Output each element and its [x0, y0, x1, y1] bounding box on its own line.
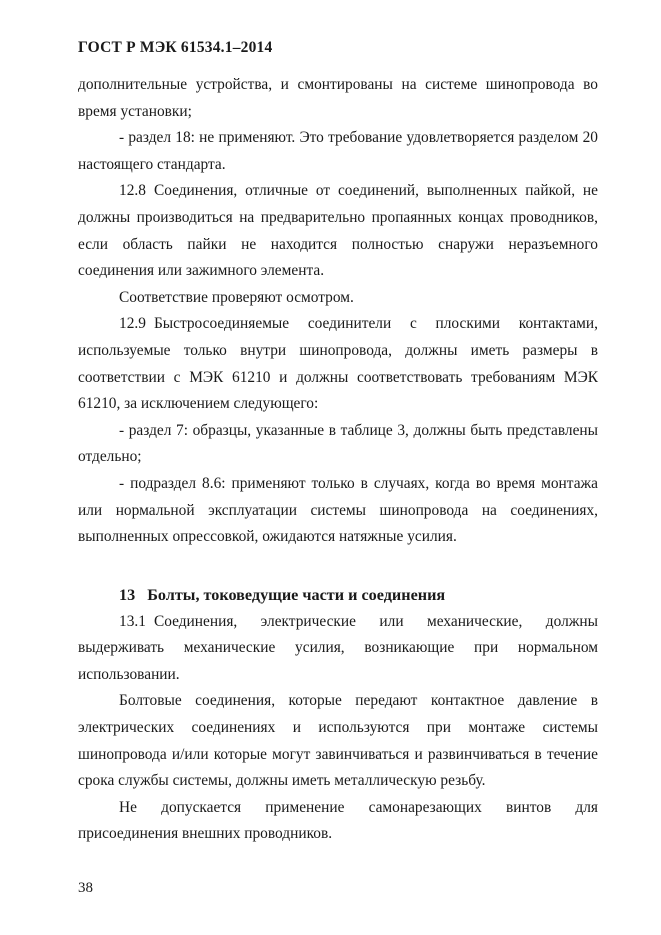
clause-text: Быстросоединяемые соединители с плоскими контактами, используемые только внутри шинопровода, должны иметь размеры в соответствии с МЭК 61210 и должны соответствовать требованиям МЭК 61210, за исключением следующего:	[78, 315, 598, 413]
page-number: 38	[78, 880, 93, 896]
clause-number: 13.1	[119, 612, 146, 630]
paragraph-12-8	[78, 178, 598, 284]
clause-number: 12.9	[119, 315, 146, 333]
document-header: ГОСТ Р МЭК 61534.1–2014	[78, 39, 273, 56]
paragraph-section-18: - раздел 18: не применяют. Это требование удовлетворяется разделом 20 настоящего стандарта.	[78, 129, 598, 173]
paragraph-subsection-8-6: - подраздел 8.6: применяют только в случаях, когда во время монтажа или нормальной эксплуатации системы шинопровода на соединениях, выполненных опрессовкой, ожидаются натяжные усилия.	[78, 474, 598, 546]
paragraph-self-tapping-screws: Не допускается применение самонарезающих винтов для присоединения внешних проводников.	[78, 798, 598, 843]
paragraph-13-1	[78, 609, 598, 689]
section-heading	[78, 581, 598, 609]
clause-number: 12.8	[119, 182, 146, 200]
section-number: 13	[119, 585, 136, 604]
paragraph-section-7: - раздел 7: образцы, указанные в таблице 3, должны быть представлены отдельно;	[78, 421, 598, 466]
paragraph-12-9	[78, 311, 598, 417]
document-body	[78, 72, 598, 848]
section-title: Болты, токоведущие части и соединения	[147, 585, 446, 604]
paragraph-bolted-connections: Болтовые соединения, которые передают контактное давление в электрических соединениях и используются при монтаже системы шинопровода и/или которые могут завинчиваться и развинчиваться в течение срока службы системы, должны иметь металлическую резьбу.	[78, 692, 598, 790]
clause-text: Соединения, отличные от соединений, выполненных пайкой, не должны производиться на предварительно пропаянных концах проводников, если область пайки не находится полностью снаружи неразъемного соединения или зажимного элемента.	[78, 182, 598, 280]
paragraph-continuation: дополнительные устройства, и смонтированы на системе шинопровода во время установки;	[78, 76, 598, 120]
clause-text: Соединения, электрические или механические, должны выдерживать механические усилия, возникающие при нормальном использовании.	[78, 612, 598, 683]
paragraph-compliance: Соответствие проверяют осмотром.	[119, 288, 354, 306]
